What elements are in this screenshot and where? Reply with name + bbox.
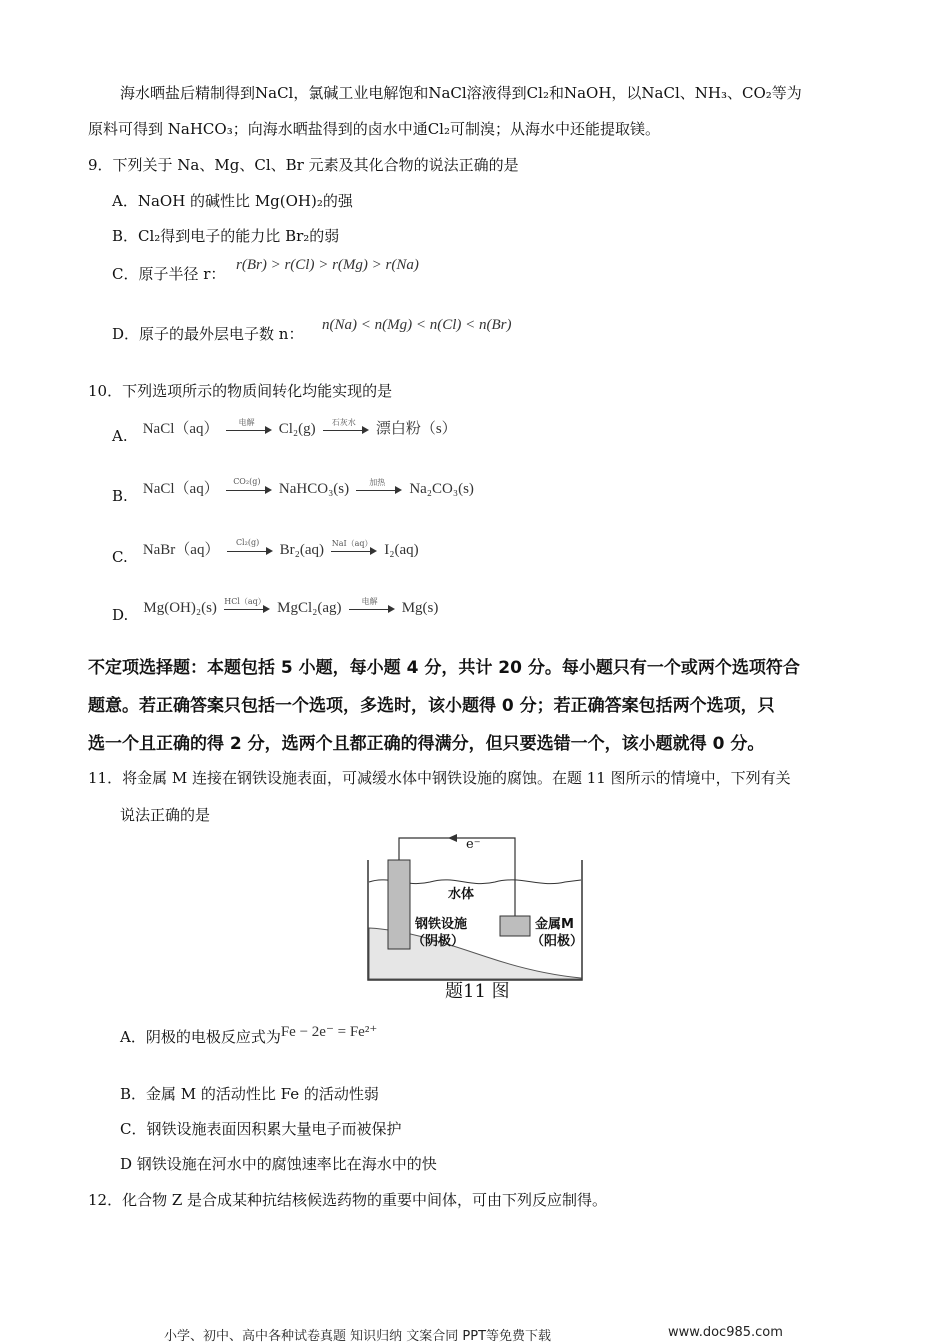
footer-site-link[interactable]: www.doc985.com — [668, 1325, 783, 1340]
reaction-arrow-icon — [331, 538, 377, 557]
q9-option-b: B．Cl₂得到电子的能力比 Br₂的弱 — [112, 227, 340, 245]
footer-text: 小学、初中、高中各种试卷真题 知识归纳 文案合同 PPT等免费下载 — [164, 1329, 552, 1344]
reaction-condition: 电解 — [361, 596, 378, 606]
q9-stem: 9．下列关于 Na、Mg、Cl、Br 元素及其化合物的说法正确的是 — [88, 156, 519, 174]
steel-label-role: （阴极） — [412, 934, 465, 949]
q10-substance: I₂(aq) — [384, 542, 419, 558]
reaction-arrow-icon — [349, 596, 395, 615]
q10-substance: NaCl（aq） — [142, 421, 219, 437]
reaction-arrow-icon — [323, 417, 369, 436]
q10-substance: Mg(s) — [401, 600, 439, 616]
q10-substance: MgCl₂(ag) — [277, 600, 342, 616]
q9-option-d: D．原子的最外层电子数 n： — [112, 325, 304, 343]
q11-option-a-text: A．阴极的电极反应式为 — [120, 1028, 281, 1046]
intro-line-1: 海水晒盐后精制得到NaCl，氯碱工业电解饱和NaCl溶液得到Cl₂和NaOH，以NaCl、NH₃、CO₂等为 — [120, 84, 802, 102]
q10-substance: NaHCO₃(s) — [278, 481, 350, 497]
q10-option-label: C. — [112, 548, 128, 566]
reaction-condition: 石灰水 — [331, 417, 356, 427]
q9-option-d-expression: n(Na) < n(Mg) < n(Cl) < n(Br) — [322, 317, 512, 333]
q10-stem: 10．下列选项所示的物质间转化均能实现的是 — [88, 382, 393, 400]
q10-option-label: A. — [112, 427, 128, 445]
q9-option-c-expression: r(Br) > r(Cl) > r(Mg) > r(Na) — [236, 257, 419, 273]
q11-option-c: C．钢铁设施表面因积累大量电子而被保护 — [120, 1120, 402, 1138]
metal-label-role: （阳极） — [531, 934, 584, 949]
reaction-condition: 加热 — [369, 477, 386, 487]
section-instructions-line-3: 选一个且正确的得 2 分，选两个且都正确的得满分，但只要选错一个，该小题就得 0 分。 — [88, 734, 765, 754]
q10-substance: 漂白粉（s） — [375, 421, 457, 437]
q9-option-c: C．原子半径 r： — [112, 265, 226, 283]
q10-substance: Mg(OH)₂(s) — [143, 600, 217, 616]
reaction-condition: 电解 — [238, 417, 255, 427]
reaction-condition: HCl（aq） — [224, 596, 266, 606]
reaction-arrow-icon — [226, 417, 272, 436]
electron-label: e⁻ — [466, 837, 481, 852]
q11-option-a — [120, 1026, 377, 1047]
q10-substance: NaBr（aq） — [142, 542, 220, 558]
metal-label: 金属M — [535, 917, 574, 932]
q10-substance: Br₂(aq) — [279, 542, 325, 558]
q10-substance: NaCl（aq） — [142, 481, 219, 497]
q11-option-a-expression: Fe − 2e⁻ = Fe²⁺ — [280, 1024, 378, 1040]
section-instructions-line-2: 题意。若正确答案只包括一个选项，多选时，该小题得 0 分；若正确答案包括两个选项，只 — [88, 696, 775, 716]
reaction-arrow-icon — [226, 476, 272, 496]
q11-stem-line-2: 说法正确的是 — [120, 806, 211, 824]
q10-option-label: D. — [112, 606, 129, 624]
reaction-condition: NaI（aq） — [331, 538, 373, 548]
figure-caption: 题11 图 — [445, 981, 510, 1002]
q12-stem: 12．化合物 Z 是合成某种抗结核候选药物的重要中间体，可由下列反应制得。 — [88, 1191, 608, 1209]
q11-option-d: D 钢铁设施在河水中的腐蚀速率比在海水中的快 — [120, 1155, 437, 1173]
reaction-condition: Cl₂(g) — [235, 537, 260, 547]
q11-figure — [360, 830, 590, 1005]
reaction-arrow-icon — [224, 596, 270, 615]
steel-label: 钢铁设施 — [415, 917, 468, 932]
q10-option-c — [112, 537, 419, 566]
q11-stem-line-1: 11．将金属 M 连接在钢铁设施表面，可减缓水体中钢铁设施的腐蚀。在题 11 图所示的情境中，下列有关 — [88, 769, 791, 787]
q9-option-a: A．NaOH 的碱性比 Mg(OH)₂的强 — [112, 192, 353, 210]
q10-option-a — [112, 417, 457, 445]
section-instructions-line-1: 不定项选择题：本题包括 5 小题，每小题 4 分，共计 20 分。每小题只有一个或两个选项符合 — [88, 658, 800, 678]
intro-line-2: 原料可得到 NaHCO₃；向海水晒盐得到的卤水中通Cl₂可制溴；从海水中还能提取镁。 — [88, 120, 660, 138]
q11-option-b: B．金属 M 的活动性比 Fe 的活动性弱 — [120, 1085, 379, 1103]
q10-option-d — [112, 596, 439, 624]
reaction-arrow-icon — [356, 477, 402, 496]
q10-substance: Na₂CO₃(s) — [409, 481, 474, 497]
reaction-condition: CO₂(g) — [233, 476, 261, 486]
reaction-arrow-icon — [227, 537, 273, 557]
q10-option-b — [112, 476, 474, 505]
q10-option-label: B. — [112, 487, 128, 505]
q10-substance: Cl₂(g) — [278, 421, 316, 437]
water-label: 水体 — [448, 887, 475, 902]
